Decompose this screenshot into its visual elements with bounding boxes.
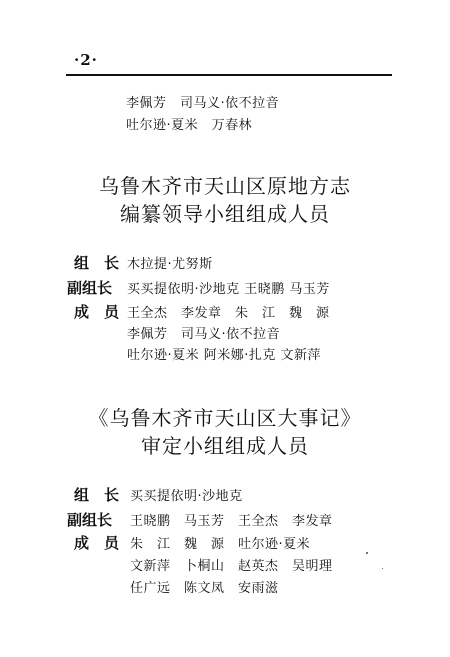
print-speck	[366, 552, 368, 554]
header-rule	[66, 74, 392, 76]
section1-leader-label: 组 长	[74, 254, 120, 272]
section2-leader-names: 买买提依明·沙地克	[130, 489, 243, 504]
section1-title-line-1: 乌鲁木齐市天山区原地方志	[99, 174, 351, 198]
section2-members-line-3: 任广远 陈文凤 安雨滋	[130, 581, 279, 596]
page-number: ·2·	[74, 51, 98, 69]
section1-leader-names: 木拉提·尤努斯	[127, 257, 213, 272]
section1-members-line-3: 吐尔逊·夏米 阿米娜·扎克 文新萍	[127, 348, 322, 363]
section2-members-label: 成 员	[74, 534, 120, 552]
section2-deputy-label: 副组长	[67, 511, 113, 529]
section1-title-line-2: 编纂领导小组组成人员	[120, 202, 330, 226]
section2-leader-label: 组 长	[74, 486, 120, 504]
continued-line-2: 吐尔逊·夏米 万春林	[126, 118, 253, 133]
print-speck	[382, 568, 383, 569]
section2-members-line-1: 朱 江 魏 源 吐尔逊·夏米	[130, 537, 311, 552]
section1-members-line-1: 王全杰 李发章 朱 江 魏 源	[127, 306, 330, 321]
section2-title-line-2: 审定小组组成人员	[141, 434, 309, 458]
continued-line-1: 李佩芳 司马义·依不拉音	[126, 96, 280, 111]
section1-deputy-label: 副组长	[67, 279, 113, 297]
section1-deputy-names: 买买提依明·沙地克 王晓鹏 马玉芳	[127, 282, 330, 297]
section2-members-line-2: 文新萍 卜桐山 赵英杰 吴明理	[130, 559, 333, 574]
section1-members-label: 成 员	[74, 303, 120, 321]
section2-title-line-1: 《乌鲁木齐市天山区大事记》	[88, 406, 362, 430]
section1-members-line-2: 李佩芳 司马义·依不拉音	[127, 327, 281, 342]
section2-deputy-names: 王晓鹏 马玉芳 王全杰 李发章	[130, 514, 333, 529]
